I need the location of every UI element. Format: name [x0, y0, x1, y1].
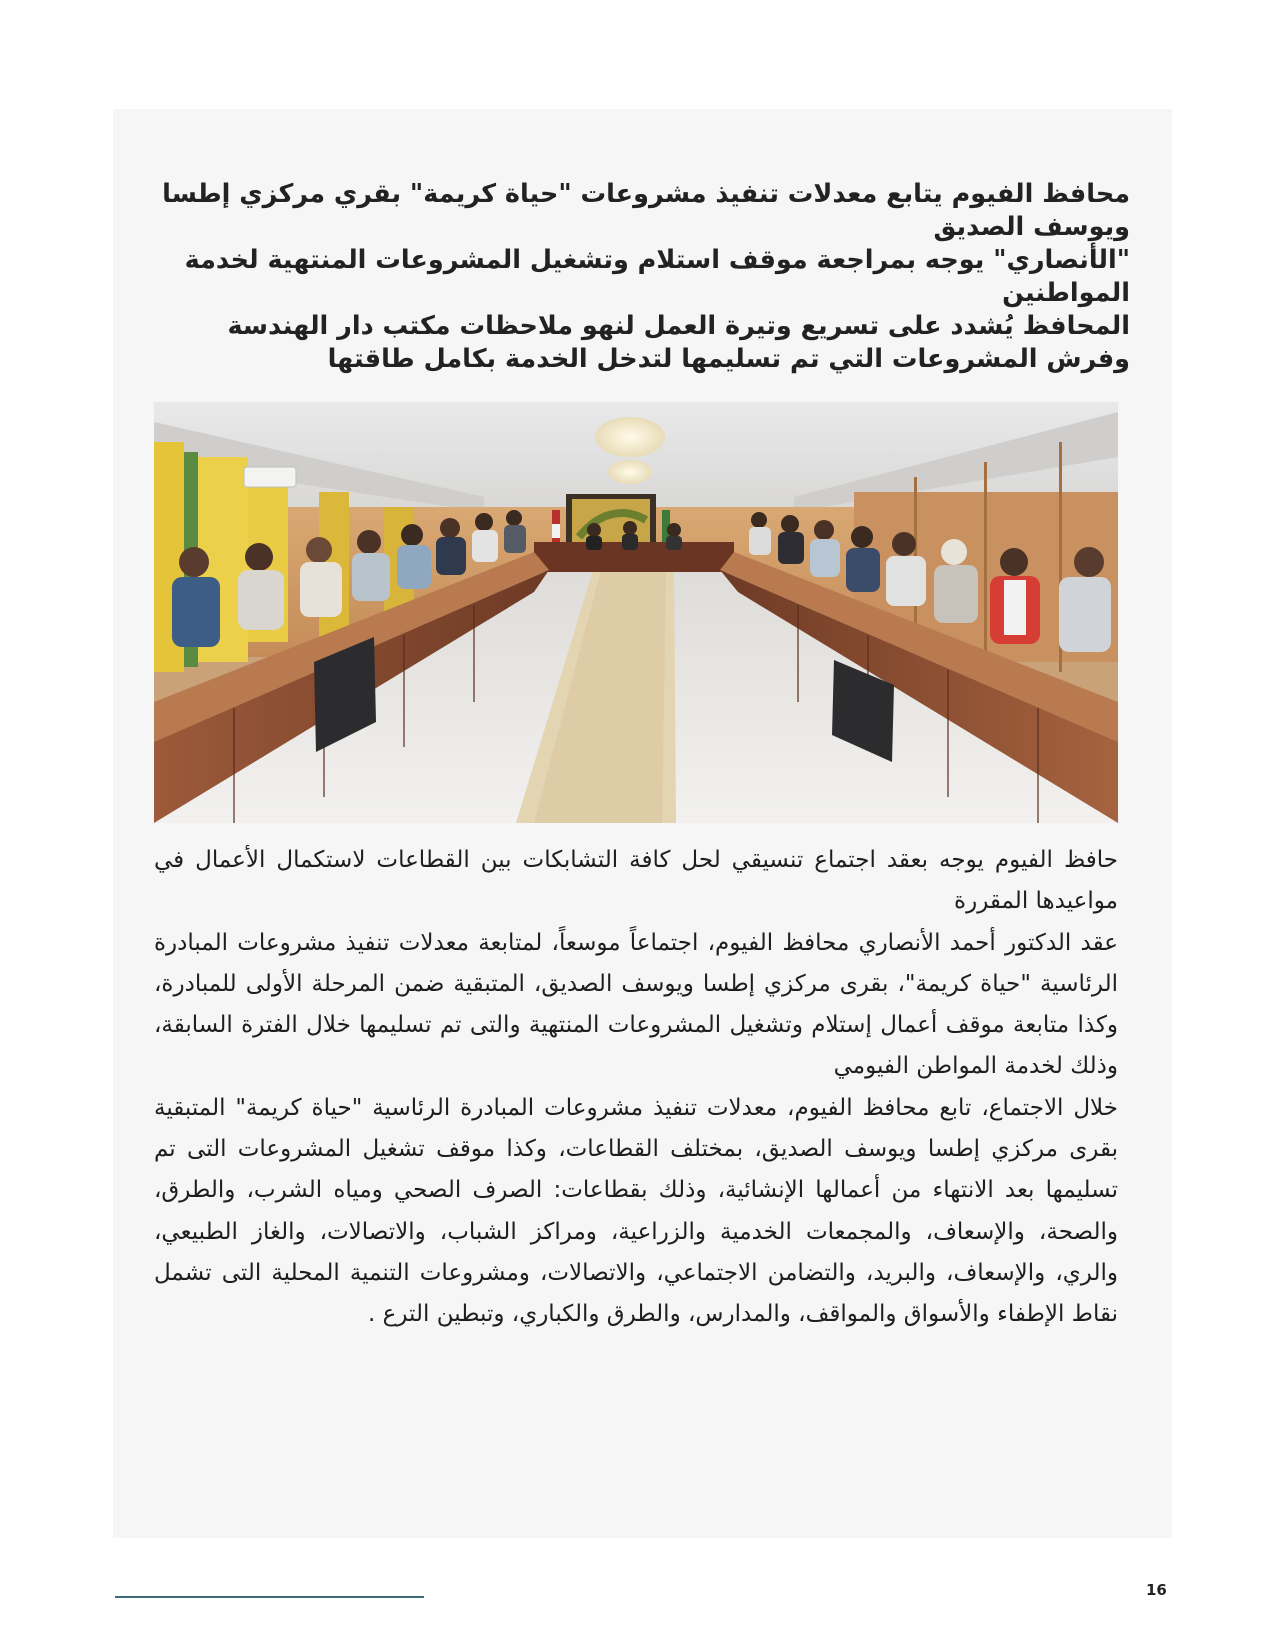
article-headline — [154, 178, 1130, 376]
chandelier — [595, 417, 665, 457]
article-body — [154, 840, 1118, 1336]
footer-rule — [115, 1596, 424, 1598]
headline-line: محافظ الفيوم يتابع معدلات تنفيذ مشروعات "حياة كريمة" بقري مركزي إطسا ويوسف الصديق — [162, 179, 1130, 242]
body-paragraph: حافظ الفيوم يوجه بعقد اجتماع تنسيقي لحل كافة التشابكات بين القطاعات لاستكمال الأعمال في مواعيدها المقررة — [154, 847, 1118, 915]
chandelier — [608, 460, 652, 484]
air-conditioner — [244, 467, 296, 487]
headline-line: المحافظ يُشدد على تسريع وتيرة العمل لنهو ملاحظات مكتب دار الهندسة وفرش المشروعات التي تم تسليمها لتدخل الخدمة بكامل طاقتها — [227, 311, 1130, 374]
body-paragraph: عقد الدكتور أحمد الأنصاري محافظ الفيوم، اجتماعاً موسعاً، لمتابعة معدلات تنفيذ مشروعات المبادرة الرئاسية "حياة كريمة"، بقرى مركزي إطسا ويوسف الصديق، المتبقية ضمن المرحلة الأولى للمبادرة، وكذا متابعة موقف أعمال إستلام وتشغيل المشروعات المنتهية والتى تم تسليمها خلال الفترة السابقة، وذلك لخدمة المواطن الفيومي — [154, 929, 1118, 1080]
meeting-room-illustration — [154, 402, 1118, 823]
body-paragraph: خلال الاجتماع، تابع محافظ الفيوم، معدلات تنفيذ مشروعات المبادرة الرئاسية "حياة كريمة" المتبقية بقرى مركزي إطسا ويوسف الصديق، بمختلف القطاعات، وكذا موقف تشغيل المشروعات التى تم تسليمها بعد الانتهاء من أعمالها الإنشائية، وذلك بقطاعات: الصرف الصحي ومياه الشرب، والطرق، والصحة، والإسعاف، والمجمعات الخدمية والزراعية، ومراكز الشباب، والاتصالات، والغاز الطبيعي، والري، والإسعاف، والبريد، والتضامن الاجتماعي، والاتصالات، ومشروعات التنمية المحلية التى تشمل نقاط الإطفاء والأسواق والمواقف، والمدارس، والطرق والكباري، وتبطين الترع . — [154, 1094, 1118, 1328]
page-number: 16 — [1146, 1581, 1167, 1599]
headline-line: "الأنصاري" يوجه بمراجعة موقف استلام وتشغيل المشروعات المنتهية لخدمة المواطنين — [184, 245, 1130, 308]
meeting-room-photo — [154, 402, 1118, 823]
